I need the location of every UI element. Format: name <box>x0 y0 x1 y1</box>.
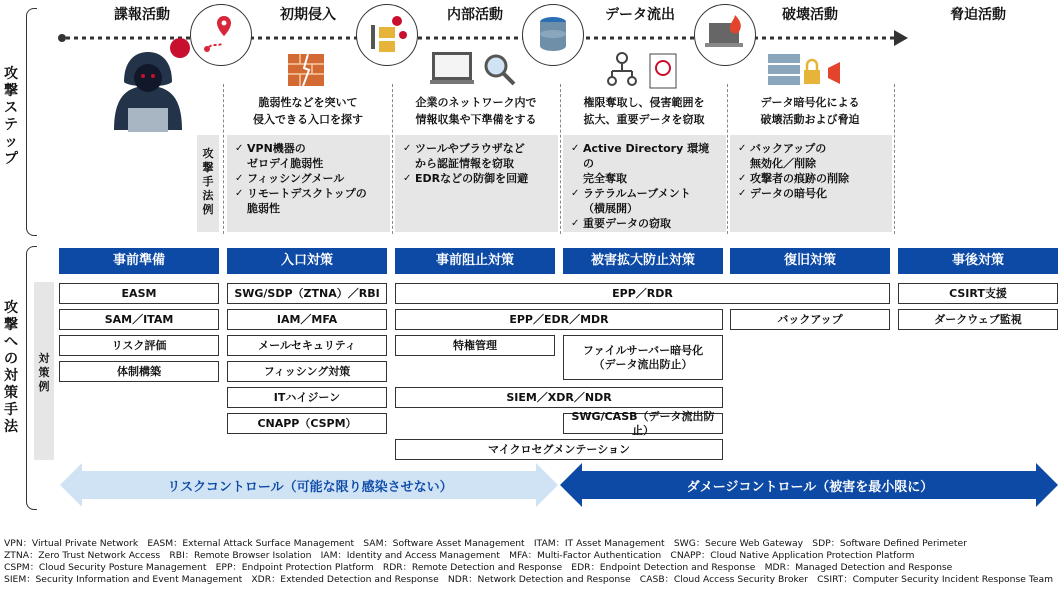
header-damage-spread: 被害拡大防止対策 <box>563 248 723 274</box>
network-document-icon <box>602 50 682 90</box>
abbreviation-legend <box>4 538 1053 586</box>
measure-backup: バックアップ <box>730 309 890 330</box>
risk-control-label: リスクコントロール（可能な限り感染させない） <box>167 480 453 495</box>
folder-virus-icon <box>356 4 418 66</box>
measure-swg-casb: SWG/CASB（データ流出防止） <box>563 413 723 434</box>
measure-risk-assessment: リスク評価 <box>59 335 219 356</box>
column-separator <box>727 84 728 234</box>
steps-bracket <box>26 8 37 236</box>
attack-example-item: ✓ EDRなどの防御を回避 <box>403 171 552 186</box>
stage-extortion-label: 脅迫活動 <box>950 7 1006 23</box>
measure-swg-sdp: SWG/SDP（ZTNA）／RBI <box>227 283 387 304</box>
abbreviation-line: SIEM：Security Information and Event Management XDR：Extended Detection and Response NDR：Network Detection and Response CASB：Cloud Access Security Broker CSIRT：Computer Security Incident Response Team <box>4 574 1054 585</box>
column-separator <box>392 84 393 234</box>
header-post: 事後対策 <box>898 248 1058 274</box>
attack-example-item: ✓ リモートデスクトップの 脆弱性 <box>235 186 384 216</box>
laptop-fire-icon <box>694 4 756 66</box>
step-description: データ暗号化による 破壊活動および脅迫 <box>760 96 860 126</box>
step-description: 企業のネットワーク内で 情報収集や下準備をする <box>415 96 537 126</box>
attack-example-item: ✓ 重要データの窃取 <box>571 216 720 231</box>
column-separator <box>560 84 561 234</box>
header-prevention: 事前阻止対策 <box>395 248 555 274</box>
attack-example-item: ✓ ツールやブラウザなど から認証情報を窃取 <box>403 141 552 171</box>
stage-recon-label: 諜報活動 <box>114 7 170 23</box>
attack-examples-initial <box>227 135 390 232</box>
header-recovery: 復旧対策 <box>730 248 890 274</box>
attack-examples-exfiltration <box>563 135 726 232</box>
header-preparation: 事前準備 <box>59 248 219 274</box>
measure-sam-itam: SAM／ITAM <box>59 309 219 330</box>
damage-control-label: ダメージコントロール（被害を最小限に） <box>686 480 934 495</box>
stage-internal-label: 内部活動 <box>447 7 503 23</box>
attack-example-item: ✓ データの暗号化 <box>738 186 886 201</box>
measure-phishing: フィッシング対策 <box>227 361 387 382</box>
measure-privilege: 特権管理 <box>395 335 555 356</box>
column-separator <box>894 84 895 234</box>
measure-darkweb: ダークウェブ監視 <box>898 309 1058 330</box>
map-pin-icon <box>190 4 252 66</box>
measure-cnapp: CNAPP（CSPM） <box>227 413 387 434</box>
attack-example-item: ✓ 攻撃者の痕跡の削除 <box>738 171 886 186</box>
server-lock-icon <box>766 52 862 88</box>
measure-file-encryption: ファイルサーバー暗号化 （データ流出防止） <box>563 335 723 380</box>
measure-microseg: マイクロセグメンテーション <box>395 439 723 460</box>
measure-easm: EASM <box>59 283 219 304</box>
abbreviation-line: ZTNA：Zero Trust Network Access RBI：Remote Browser Isolation IAM：Identity and Access Management MFA：Multi-Factor Authentication CNAPP：Cloud Native Application Protection Platform <box>4 550 915 561</box>
stage-exfiltration-label: データ流出 <box>605 7 675 23</box>
measure-mail-security: メールセキュリティ <box>227 335 387 356</box>
steps-side-label: 攻撃ステップ <box>4 66 18 167</box>
hacker-icon <box>104 34 194 134</box>
header-entry: 入口対策 <box>227 248 387 274</box>
attack-examples-internal <box>395 135 558 232</box>
measure-structure: 体制構築 <box>59 361 219 382</box>
step-description: 権限奪取し、侵害範囲を 拡大、重要データを窃取 <box>583 96 705 126</box>
measure-examples-side-label: 対策例 <box>34 282 54 460</box>
measure-it-hygiene: ITハイジーン <box>227 387 387 408</box>
step-description: 脆弱性などを突いて 侵入できる入口を探す <box>253 96 363 126</box>
attack-example-item: ✓ フィッシングメール <box>235 171 384 186</box>
attack-example-item: ✓ Active Directory 環境の 完全奪取 <box>571 141 720 186</box>
countermeasures-side-label: 攻撃への対策手法 <box>4 300 18 435</box>
measure-iam-mfa: IAM／MFA <box>227 309 387 330</box>
abbreviation-line: CSPM：Cloud Security Posture Management EPP：Endpoint Protection Platform RDR：Remote Detection and Response EDR：Endpoint Detection and Response MDR：Managed Detection and Response <box>4 562 953 573</box>
database-icon <box>522 4 584 66</box>
abbreviation-line: VPN：Virtual Private Network EASM：External Attack Surface Management SAM：Software Asset Management ITAM：IT Asset Management SWG：Secure Web Gateway SDP：Software Defined Perimeter <box>4 538 967 549</box>
measure-epp-rdr: EPP／RDR <box>395 283 890 304</box>
measure-csirt: CSIRT支援 <box>898 283 1058 304</box>
stage-destruction-label: 破壊活動 <box>782 7 838 23</box>
column-separator <box>223 84 224 234</box>
measure-epp-edr-mdr: EPP／EDR／MDR <box>395 309 723 330</box>
firewall-icon <box>286 52 326 88</box>
attack-example-item: ✓ バックアップの 無効化／削除 <box>738 141 886 171</box>
attack-examples-destruction <box>730 135 892 232</box>
attack-example-item: ✓ ラテラルムーブメント （横展開） <box>571 186 720 216</box>
monitor-search-icon <box>430 50 522 90</box>
attack-example-item: ✓ VPN機器の ゼロデイ脆弱性 <box>235 141 384 171</box>
measure-siem: SIEM／XDR／NDR <box>395 387 723 408</box>
stage-initial-access-label: 初期侵入 <box>280 7 336 23</box>
attack-examples-side-label: 攻撃手法例 <box>197 135 219 232</box>
